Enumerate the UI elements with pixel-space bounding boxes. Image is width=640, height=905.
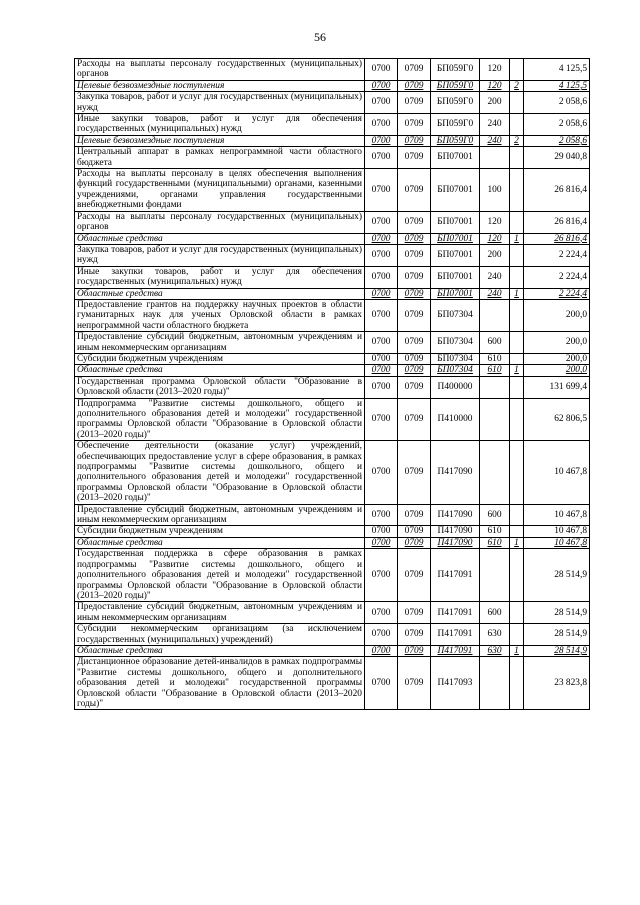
table-row — [75, 624, 590, 646]
target-article-cell: БП07001 — [431, 211, 480, 233]
razdel-cell: 0700 — [365, 114, 398, 136]
expense-type-cell: 120 — [480, 233, 510, 244]
row-name-cell: Подпрограмма "Развитие системы дошкольного, общего и дополнительного образования детей и молодежи" государственной программы Орловской области "Образование в Орловской области (2013–2020 годы)" — [75, 398, 365, 441]
razdel-cell: 0700 — [365, 169, 398, 212]
podrazdel-cell: 0709 — [398, 537, 431, 548]
amount-cell: 200,0 — [524, 299, 590, 331]
table-row — [75, 299, 590, 331]
target-article-cell: БП07001 — [431, 169, 480, 212]
funding-source-cell — [510, 441, 524, 504]
razdel-cell: 0700 — [365, 645, 398, 656]
table-row — [75, 549, 590, 602]
podrazdel-cell: 0709 — [398, 526, 431, 537]
expense-type-cell: 610 — [480, 365, 510, 376]
amount-cell: 4 125,5 — [524, 80, 590, 91]
funding-subtotal-row — [75, 135, 590, 146]
funding-subtotal-row — [75, 365, 590, 376]
razdel-cell: 0700 — [365, 602, 398, 624]
funding-source-cell — [510, 244, 524, 266]
podrazdel-cell: 0709 — [398, 147, 431, 169]
funding-source-cell — [510, 147, 524, 169]
razdel-cell: 0700 — [365, 135, 398, 146]
row-name-cell: Государственная программа Орловской области "Образование в Орловской области (2013–2020 годы)" — [75, 376, 365, 398]
amount-cell: 4 125,5 — [524, 59, 590, 81]
row-name-cell: Дистанционное образование детей-инвалидов в рамках подпрограммы "Развитие системы дошкольного, общего и дополнительного образования детей и молодежи" государственной программы Орловской области "Образование в Орловской области (2013–2020 годы)" — [75, 657, 365, 710]
row-name-cell: Субсидии бюджетным учреждениям — [75, 526, 365, 537]
row-name-cell: Закупка товаров, работ и услуг для государственных (муниципальных) нужд — [75, 92, 365, 114]
amount-cell: 2 058,6 — [524, 92, 590, 114]
podrazdel-cell: 0709 — [398, 645, 431, 656]
podrazdel-cell: 0709 — [398, 244, 431, 266]
row-name-cell: Областные средства — [75, 365, 365, 376]
expense-type-cell: 630 — [480, 645, 510, 656]
expense-type-cell: 120 — [480, 211, 510, 233]
table-row — [75, 92, 590, 114]
expense-type-cell: 120 — [480, 59, 510, 81]
expense-type-cell: 240 — [480, 288, 510, 299]
podrazdel-cell: 0709 — [398, 398, 431, 441]
amount-cell: 26 816,4 — [524, 211, 590, 233]
razdel-cell: 0700 — [365, 59, 398, 81]
funding-source-cell: 2 — [510, 80, 524, 91]
target-article-cell: БП059Г0 — [431, 80, 480, 91]
razdel-cell: 0700 — [365, 211, 398, 233]
podrazdel-cell: 0709 — [398, 353, 431, 364]
row-name-cell: Субсидии бюджетным учреждениям — [75, 353, 365, 364]
funding-source-cell — [510, 624, 524, 646]
funding-source-cell: 2 — [510, 135, 524, 146]
funding-source-cell — [510, 376, 524, 398]
target-article-cell: П417091 — [431, 624, 480, 646]
amount-cell: 23 823,8 — [524, 657, 590, 710]
row-name-cell: Субсидии некоммерческим организациям (за исключением государственных (муниципальных) учреждений) — [75, 624, 365, 646]
podrazdel-cell: 0709 — [398, 211, 431, 233]
target-article-cell: БП07001 — [431, 233, 480, 244]
target-article-cell: БП059Г0 — [431, 135, 480, 146]
funding-source-cell — [510, 92, 524, 114]
amount-cell: 200,0 — [524, 332, 590, 354]
amount-cell: 2 224,4 — [524, 266, 590, 288]
razdel-cell: 0700 — [365, 299, 398, 331]
row-name-cell: Областные средства — [75, 645, 365, 656]
row-name-cell: Областные средства — [75, 288, 365, 299]
funding-subtotal-row — [75, 288, 590, 299]
amount-cell: 131 699,4 — [524, 376, 590, 398]
podrazdel-cell: 0709 — [398, 332, 431, 354]
row-name-cell: Иные закупки товаров, работ и услуг для обеспечения государственных (муниципальных) нужд — [75, 114, 365, 136]
razdel-cell: 0700 — [365, 266, 398, 288]
target-article-cell: БП07304 — [431, 353, 480, 364]
podrazdel-cell: 0709 — [398, 602, 431, 624]
target-article-cell: П417090 — [431, 441, 480, 504]
row-name-cell: Обеспечение деятельности (оказание услуг) учреждений, обеспечивающих предоставление услуг в сфере образования, в рамках подпрограммы "Развитие системы дошкольного, общего и дополнительного образования детей и молодежи" государственной программы Орловской области "Образование в Орловской области (2013–2020 годы)" — [75, 441, 365, 504]
table-row — [75, 526, 590, 537]
podrazdel-cell: 0709 — [398, 288, 431, 299]
row-name-cell: Центральный аппарат в рамках непрограммной части областного бюджета — [75, 147, 365, 169]
amount-cell: 10 467,8 — [524, 504, 590, 526]
target-article-cell: П400000 — [431, 376, 480, 398]
budget-table — [74, 58, 590, 710]
table-row — [75, 353, 590, 364]
razdel-cell: 0700 — [365, 332, 398, 354]
amount-cell: 200,0 — [524, 353, 590, 364]
row-name-cell: Расходы на выплаты персоналу государственных (муниципальных) органов — [75, 211, 365, 233]
expense-type-cell: 240 — [480, 266, 510, 288]
expense-type-cell: 200 — [480, 244, 510, 266]
amount-cell: 10 467,8 — [524, 537, 590, 548]
expense-type-cell: 240 — [480, 135, 510, 146]
target-article-cell: П417090 — [431, 537, 480, 548]
target-article-cell: БП059Г0 — [431, 59, 480, 81]
razdel-cell: 0700 — [365, 233, 398, 244]
target-article-cell: БП07304 — [431, 332, 480, 354]
target-article-cell: БП07304 — [431, 365, 480, 376]
expense-type-cell — [480, 398, 510, 441]
funding-source-cell — [510, 398, 524, 441]
row-name-cell: Расходы на выплаты персоналу государственных (муниципальных) органов — [75, 59, 365, 81]
row-name-cell: Государственная поддержка в сфере образования в рамках подпрограммы "Развитие системы дошкольного, общего и дополнительного образования детей и молодежи" государственной программы Орловской области "Образование в Орловской области (2013–2020 годы)" — [75, 549, 365, 602]
funding-source-cell — [510, 657, 524, 710]
podrazdel-cell: 0709 — [398, 299, 431, 331]
funding-subtotal-row — [75, 645, 590, 656]
razdel-cell: 0700 — [365, 657, 398, 710]
target-article-cell: БП07001 — [431, 147, 480, 169]
target-article-cell: П417091 — [431, 645, 480, 656]
razdel-cell: 0700 — [365, 624, 398, 646]
table-row — [75, 147, 590, 169]
row-name-cell: Иные закупки товаров, работ и услуг для обеспечения государственных (муниципальных) нужд — [75, 266, 365, 288]
amount-cell: 28 514,9 — [524, 624, 590, 646]
amount-cell: 28 514,9 — [524, 549, 590, 602]
funding-source-cell — [510, 169, 524, 212]
table-row — [75, 441, 590, 504]
table-row — [75, 504, 590, 526]
target-article-cell: П417090 — [431, 504, 480, 526]
razdel-cell: 0700 — [365, 147, 398, 169]
funding-source-cell: 1 — [510, 645, 524, 656]
target-article-cell: П417091 — [431, 602, 480, 624]
podrazdel-cell: 0709 — [398, 59, 431, 81]
table-row — [75, 114, 590, 136]
page-number: 56 — [314, 30, 326, 44]
table-row — [75, 602, 590, 624]
amount-cell: 200,0 — [524, 365, 590, 376]
funding-source-cell: 1 — [510, 365, 524, 376]
podrazdel-cell: 0709 — [398, 549, 431, 602]
funding-source-cell — [510, 332, 524, 354]
razdel-cell: 0700 — [365, 80, 398, 91]
expense-type-cell: 630 — [480, 624, 510, 646]
amount-cell: 28 514,9 — [524, 602, 590, 624]
target-article-cell: БП059Г0 — [431, 114, 480, 136]
razdel-cell: 0700 — [365, 365, 398, 376]
expense-type-cell: 240 — [480, 114, 510, 136]
table-row — [75, 376, 590, 398]
podrazdel-cell: 0709 — [398, 233, 431, 244]
funding-subtotal-row — [75, 233, 590, 244]
razdel-cell: 0700 — [365, 376, 398, 398]
table-row — [75, 244, 590, 266]
target-article-cell: БП07304 — [431, 299, 480, 331]
funding-source-cell: 1 — [510, 537, 524, 548]
row-name-cell: Предоставление грантов на поддержку научных проектов в области гуманитарных наук для ученых Орловской области в рамках непрограммной части областного бюджета — [75, 299, 365, 331]
table-row — [75, 657, 590, 710]
table-row — [75, 266, 590, 288]
row-name-cell: Предоставление субсидий бюджетным, автономным учреждениям и иным некоммерческим организациям — [75, 332, 365, 354]
row-name-cell: Областные средства — [75, 233, 365, 244]
target-article-cell: БП07001 — [431, 266, 480, 288]
expense-type-cell — [480, 147, 510, 169]
row-name-cell: Областные средства — [75, 537, 365, 548]
funding-source-cell: 1 — [510, 288, 524, 299]
amount-cell: 28 514,9 — [524, 645, 590, 656]
podrazdel-cell: 0709 — [398, 504, 431, 526]
podrazdel-cell: 0709 — [398, 92, 431, 114]
table-row — [75, 211, 590, 233]
expense-type-cell: 120 — [480, 80, 510, 91]
target-article-cell: БП07001 — [431, 288, 480, 299]
expense-type-cell: 610 — [480, 537, 510, 548]
podrazdel-cell: 0709 — [398, 657, 431, 710]
expense-type-cell: 200 — [480, 92, 510, 114]
razdel-cell: 0700 — [365, 92, 398, 114]
podrazdel-cell: 0709 — [398, 114, 431, 136]
podrazdel-cell: 0709 — [398, 266, 431, 288]
funding-source-cell — [510, 602, 524, 624]
row-name-cell: Предоставление субсидий бюджетным, автономным учреждениям и иным некоммерческим организациям — [75, 504, 365, 526]
amount-cell: 2 224,4 — [524, 244, 590, 266]
table-row — [75, 332, 590, 354]
target-article-cell: БП07001 — [431, 244, 480, 266]
row-name-cell: Расходы на выплаты персоналу в целях обеспечения выполнения функций государственными (муниципальными) органами, казенными учреждениями, органами управления государственными внебюджетными фондами — [75, 169, 365, 212]
expense-type-cell: 600 — [480, 602, 510, 624]
amount-cell: 2 224,4 — [524, 288, 590, 299]
funding-subtotal-row — [75, 537, 590, 548]
funding-source-cell — [510, 504, 524, 526]
expense-type-cell: 610 — [480, 526, 510, 537]
expense-type-cell: 600 — [480, 332, 510, 354]
amount-cell: 2 058,6 — [524, 135, 590, 146]
amount-cell: 2 058,6 — [524, 114, 590, 136]
target-article-cell: П417090 — [431, 526, 480, 537]
razdel-cell: 0700 — [365, 549, 398, 602]
razdel-cell: 0700 — [365, 288, 398, 299]
row-name-cell: Предоставление субсидий бюджетным, автономным учреждениям и иным некоммерческим организациям — [75, 602, 365, 624]
row-name-cell: Закупка товаров, работ и услуг для государственных (муниципальных) нужд — [75, 244, 365, 266]
razdel-cell: 0700 — [365, 441, 398, 504]
funding-source-cell — [510, 549, 524, 602]
funding-source-cell — [510, 266, 524, 288]
podrazdel-cell: 0709 — [398, 624, 431, 646]
expense-type-cell — [480, 441, 510, 504]
table-row — [75, 169, 590, 212]
razdel-cell: 0700 — [365, 504, 398, 526]
razdel-cell: 0700 — [365, 398, 398, 441]
funding-source-cell — [510, 114, 524, 136]
amount-cell: 62 806,5 — [524, 398, 590, 441]
expense-type-cell: 610 — [480, 353, 510, 364]
table-row — [75, 398, 590, 441]
amount-cell: 29 040,8 — [524, 147, 590, 169]
target-article-cell: П417091 — [431, 549, 480, 602]
amount-cell: 10 467,8 — [524, 441, 590, 504]
razdel-cell: 0700 — [365, 526, 398, 537]
razdel-cell: 0700 — [365, 353, 398, 364]
funding-source-cell: 1 — [510, 233, 524, 244]
funding-subtotal-row — [75, 80, 590, 91]
expense-type-cell: 600 — [480, 504, 510, 526]
row-name-cell: Целевые безвозмездные поступления — [75, 80, 365, 91]
funding-source-cell — [510, 211, 524, 233]
podrazdel-cell: 0709 — [398, 376, 431, 398]
podrazdel-cell: 0709 — [398, 80, 431, 91]
podrazdel-cell: 0709 — [398, 441, 431, 504]
row-name-cell: Целевые безвозмездные поступления — [75, 135, 365, 146]
amount-cell: 26 816,4 — [524, 169, 590, 212]
funding-source-cell — [510, 353, 524, 364]
razdel-cell: 0700 — [365, 537, 398, 548]
target-article-cell: БП059Г0 — [431, 92, 480, 114]
amount-cell: 10 467,8 — [524, 526, 590, 537]
podrazdel-cell: 0709 — [398, 169, 431, 212]
expense-type-cell — [480, 299, 510, 331]
table-row — [75, 59, 590, 81]
razdel-cell: 0700 — [365, 244, 398, 266]
funding-source-cell — [510, 59, 524, 81]
podrazdel-cell: 0709 — [398, 135, 431, 146]
target-article-cell: П417093 — [431, 657, 480, 710]
funding-source-cell — [510, 526, 524, 537]
expense-type-cell — [480, 549, 510, 602]
expense-type-cell: 100 — [480, 169, 510, 212]
podrazdel-cell: 0709 — [398, 365, 431, 376]
expense-type-cell — [480, 657, 510, 710]
amount-cell: 26 816,4 — [524, 233, 590, 244]
expense-type-cell — [480, 376, 510, 398]
funding-source-cell — [510, 299, 524, 331]
target-article-cell: П410000 — [431, 398, 480, 441]
